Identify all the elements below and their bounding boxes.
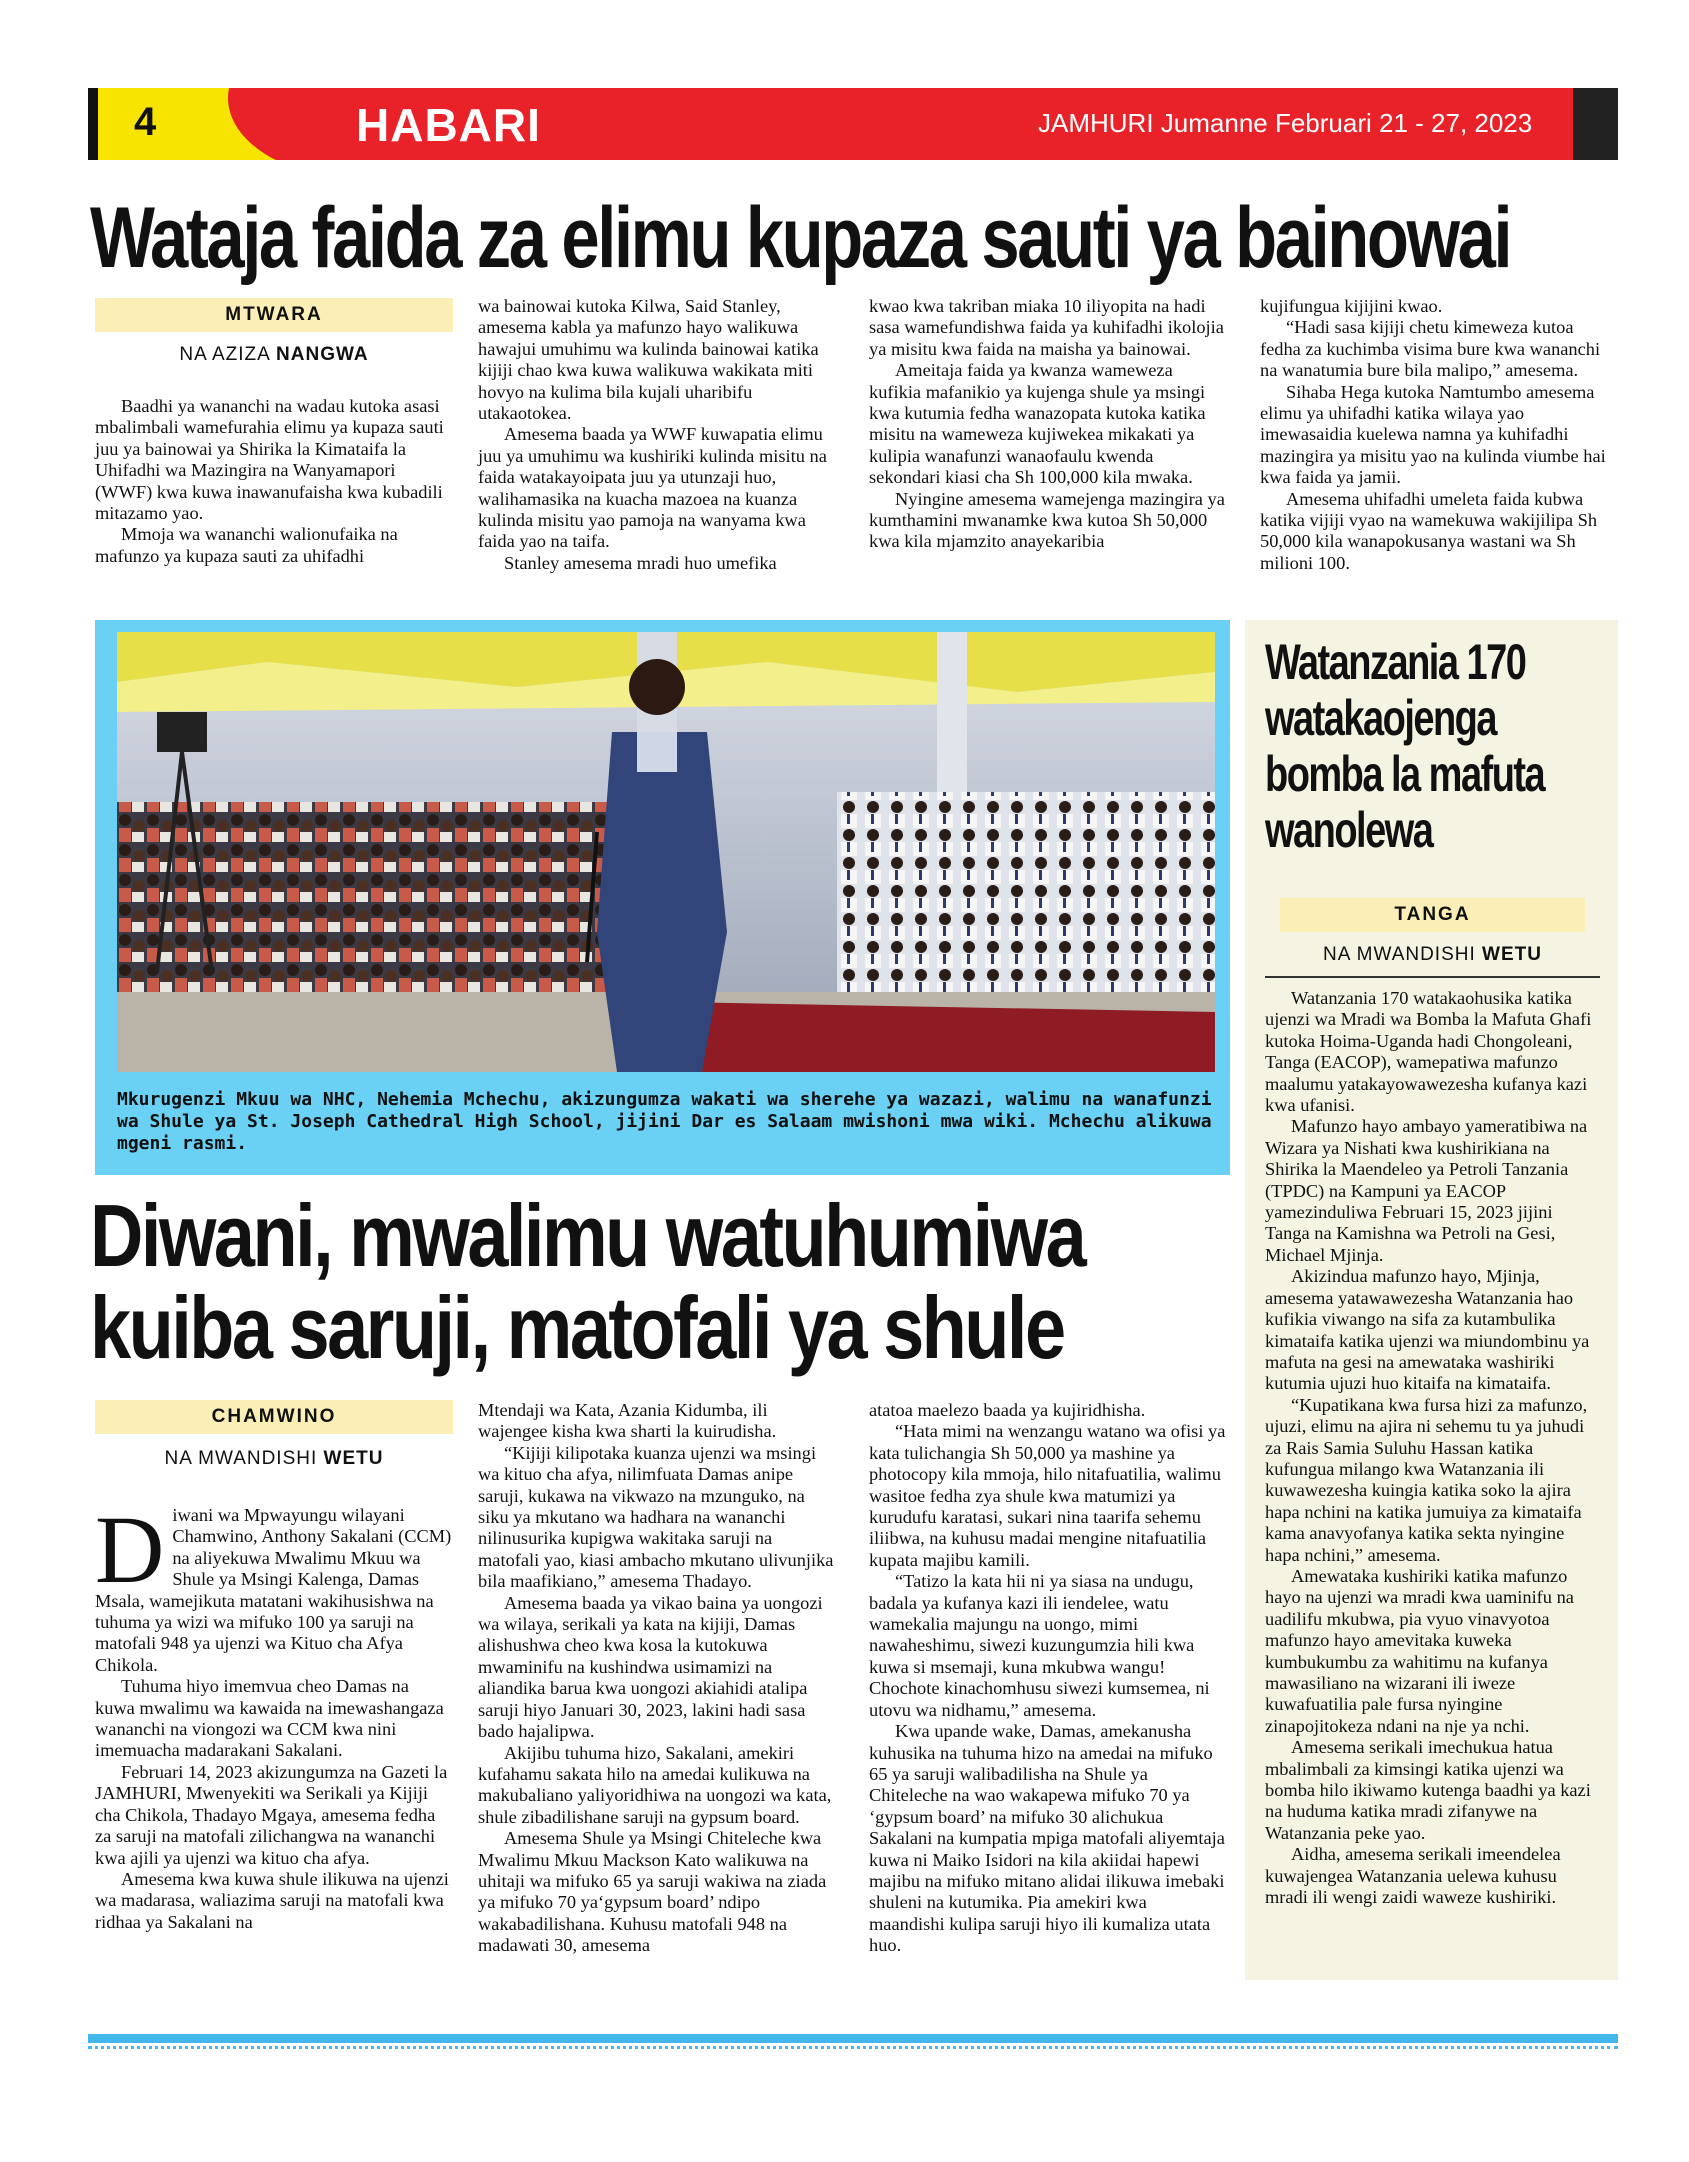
story1-headline: Wataja faida za elimu kupaza sauti ya bainowai [90, 190, 1511, 286]
paragraph: Amewataka kushiriki katika mafunzo hayo na ujenzi wa mradi kwa uaminifu na uadilifu mkubwa, pia vyuo vinavyotoa mafunzo hayo amevitaka kuweka kumbukumbu za wahitimu na kufanya mawasiliano na wizarani ili iweze kuwafuatilia pale fursa nyingine zinapojitokeza ndani na nje ya nchi. [1265, 1565, 1574, 1736]
page-header [88, 88, 1618, 160]
paragraph: kwao kwa takriban miaka 10 iliyopita na hadi sasa wamefundishwa faida ya kuhifadhi ikolojia ya misitu kwa faida na maisha ya bainowai. [869, 296, 1224, 359]
paragraph: “Hata mimi na wenzangu watano wa ofisi ya kata tulichangia Sh 50,000 ya mashine ya photocopy kila mmoja, hilo nitafuatilia, walimu wasitoe fedha zya shule kwa matumizi ya kurudufu karatasi, sukari nina taarifa sehemu iliibwa, na kuhusu madai mengine nitafuatilia kupata majibu kamili. [869, 1421, 1226, 1570]
paragraph: Mmoja wa wananchi walionufaika na mafunzo ya kupaza sauti za uhifadhi [95, 524, 398, 566]
story1-column-1 [95, 396, 453, 567]
story1-location-tag: MTWARA [95, 298, 453, 332]
footer-rule [88, 2034, 1618, 2043]
story1-column-2 [478, 296, 836, 574]
paragraph: Amesema baada ya WWF kuwapatia elimu juu ya umuhimu wa kushiriki kulinda misitu na faida watakayoipata juu ya utunzaji huo, walihamasika na kuacha mazoea na kuanza kulinda misitu yao pamoja na wanyama kwa faida yao na taifa. [478, 424, 827, 552]
date-line: JAMHURI Jumanne Februari 21 - 27, 2023 [1038, 108, 1533, 138]
paragraph: Mafunzo hayo ambayo yameratibiwa na Wizara ya Nishati kwa kushirikiana na Shirika la Maendeleo ya Petroli Tanzania (TPDC) na Kampuni ya EACOP yamezinduliwa Februari 15, 2023 jijini Tanga na Kamishna wa Petroli na Gesi, Michael Mjinja. [1265, 1116, 1588, 1265]
sidebar-location-tag: TANGA [1280, 898, 1585, 932]
paragraph: Februari 14, 2023 akizungumza na Gazeti la JAMHURI, Mwenyekiti wa Serikali ya Kijiji cha Chikola, Thadayo Mgaya, amesema fedha za saruji na matofali zilichangwa na wananchi kwa ajili ya ujenzi wa kituo cha afya. [95, 1761, 448, 1868]
story2-column-1 [95, 1496, 453, 1933]
story2-byline: NA MWANDISHI WETU [164, 1448, 384, 1469]
sidebar-story [1245, 620, 1618, 1980]
paragraph: Tuhuma hiyo imemvua cheo Damas na kuwa mwalimu wa kawaida na imewashangaza wananchi na viongozi wa CCM kwa nini imemuacha madarakani Sakalani. [95, 1676, 444, 1761]
sidebar-headline: Watanzania 170 watakaojenga bomba la mafuta wanolewa [1265, 634, 1545, 858]
paragraph: kujifungua kijijini kwao. [1260, 296, 1443, 316]
footer-dotted-rule [88, 2046, 1618, 2049]
paragraph: Stanley amesema mradi huo umefika [504, 552, 777, 573]
sidebar-byline: NA MWANDISHI WETU [1323, 944, 1542, 965]
sidebar-body [1265, 988, 1600, 1908]
paragraph: Amesema baada ya vikao baina ya uongozi wa wilaya, serikali ya kata na kijiji, Damas alishushwa cheo kwa kosa la kutokuwa mwaminifu na kushindwa usimamizi na aliandika barua kwa uongozi akiahidi atalipa saruji hiyo Januari 30, 2023, lakini hadi sasa bado hajalipwa. [478, 1592, 823, 1742]
paragraph: Aidha, amesema serikali imeendelea kuwajengea Watanzania uelewa kuhusu mradi ili wengi zaidi waweze kushiriki. [1265, 1844, 1561, 1908]
drop-cap: D [95, 1496, 165, 1603]
paragraph: Kwa upande wake, Damas, amekanusha kuhusika na tuhuma hizo na amedai na mifuko 65 ya saruji walibadilisha na Shule ya Chiteleche na wao wakapewa mifuko 70 ya ‘gypsum board’ na mifuko 30 alichukua Sakalani na kumpatia mpiga matofali aliyemtaja kuwa ni Maiko Isidori na kila akiidai hapewi majibu na mifuko mitano alidai ilikuwa imebaki shuleni na kutumika. Pia amekiri kwa maandishi kulipa saruji hiyo ili kumaliza utata huo. [869, 1721, 1225, 1956]
paragraph: Amesema kwa kuwa shule ilikuwa na ujenzi wa madarasa, waliazima saruji na matofali kwa ridhaa ya Sakalani na [95, 1868, 449, 1932]
paragraph: Mtendaji wa Kata, Azania Kidumba, ili wajengee kisha kwa sharti la kuirudisha. [478, 1400, 777, 1442]
story1-column-4 [1260, 296, 1618, 574]
paragraph: Akijibu tuhuma hizo, Sakalani, amekiri kufahamu sakata hilo na amedai kulikuwa na makubaliano yaliyoridhiwa na uongozi wa kata, shule zibadilishane saruji na gypsum board. [478, 1742, 832, 1827]
paragraph: Diwani wa Mpwayungu wilayani Chamwino, Anthony Sakalani (CCM) na aliyekuwa Mwalimu Mkuu wa Shule ya Msingi Kalenga, Damas Msala, wamejikuta matatani wakihusishwa na tuhuma ya wizi wa mifuko 100 ya saruji na matofali 948 ya ujenzi wa Kituo cha Afya Chikola. [95, 1496, 452, 1675]
paragraph: Akizindua mafunzo hayo, Mjinja, amesema yatawawezesha Watanzania hao kufikia viwango na sifa za kutambulika kimataifa katika ujenzi wa miundombinu ya mafuta na gesi na amewataka washiriki kutumia ujuzi huo kitaifa na kimataifa. [1265, 1266, 1590, 1394]
story2-column-2 [478, 1400, 836, 1957]
paragraph: Nyingine amesema wamejenga mazingira ya kumthamini mwanamke kwa kutoa Sh 50,000 kwa kila mjamzito anayekaribia [869, 488, 1225, 552]
paragraph: “Kijiji kilipotaka kuanza ujenzi wa msingi wa kituo cha afya, nilimfuata Damas anipe saruji, kukawa na vikwazo na mzunguko, na siku ya mkutano wa hadhara na wananchi nilinusurika kupigwa wakitaka saruji na matofali yao, kiasi ambacho mkutano ulivunjika bila maafikiano,” amesema Thadayo. [478, 1442, 834, 1592]
story2-headline: Diwani, mwalimu watuhumiwa kuiba saruji, matofali ya shule [90, 1186, 1085, 1377]
paragraph: Watanzania 170 watakaohusika katika ujenzi wa Mradi wa Bomba la Mafuta Ghafi kutoka Hoima-Uganda hadi Chongoleani, Tanga (EACOP), wamepatiwa mafunzo maalumu yatakayowawezesha kufanya kazi kwa ufanisi. [1265, 988, 1592, 1116]
paragraph: Sihaba Hega kutoka Namtumbo amesema elimu ya uhifadhi katika wilaya yao imewasaidia kuelewa namna ya kuhifadhi mazingira ya misitu yao na kulinda viumbe hai kwa faida ya jamii. [1260, 381, 1606, 488]
story1-byline: NA AZIZA NANGWA [179, 344, 369, 365]
event-photo [117, 632, 1215, 1072]
paragraph: “Tatizo la kata hii ni ya siasa na undugu, badala ya kufanya kazi ili iendelee, watu wamekalia majungu na uongo, mimi nawaheshimu, siwezi kuzungumzia hili kwa kuwa si msemaji, kuna mkubwa wangu! Chochote kinachomhusu siwezi kumsemea, ni utovu wa nidhamu,” amesema. [869, 1571, 1210, 1720]
paragraph: Amesema uhifadhi umeleta faida kubwa katika vijiji vyao na wamekuwa wakijilipa Sh 50,000 kila wanapokusanya wastani wa Sh milioni 100. [1260, 488, 1598, 573]
paragraph: “Hadi sasa kijiji chetu kimeweza kutoa fedha za kuchimba visima bure kwa wananchi na wanatumia bure bila malipo,” amesema. [1260, 317, 1601, 381]
paragraph: Baadhi ya wananchi na wadau kutoka asasi mbalimbali wamefurahia elimu ya kupaza sauti juu ya bainowai ya Shirika la Kimataifa la Uhifadhi wa Mazingira na Wanyamapori (WWF) kwa kuwa inawanufaisha kwa kubadili mitazamo yao. [95, 396, 444, 524]
paragraph: Amesema serikali imechukua hatua mbalimbali za kimsingi katika ujenzi wa bomba hilo ikiwamo kutenga baadhi ya kazi na huduma katika mradi zifanywe na Watanzania peke yao. [1265, 1737, 1591, 1843]
paragraph: Ameitaja faida ya kwanza wameweza kufikia mafanikio ya kujenga shule ya msingi kwa kutumia fedha wanazopata kutoka katika misitu na wameweza kujiwekea mikakati ya kulipia wanafunzi wanaofaulu kwenda sekondari kiasi cha Sh 100,000 kila mwaka. [869, 360, 1206, 488]
paragraph: Amesema Shule ya Msingi Chiteleche kwa Mwalimu Mkuu Mackson Kato walikuwa na uhitaji wa mifuko 65 ya saruji wakiwa na ziada ya mifuko 70 ya‘gypsum board’ ndipo wakabadilishana. Kuhusu matofali 948 na madawati 30, amesema [478, 1828, 827, 1956]
photo-caption: Mkurugenzi Mkuu wa NHC, Nehemia Mchechu, akizungumza wakati wa sherehe ya wazazi, walimu na wanafunzi wa Shule ya St. Joseph Cathedral High School, jijini Dar es Salaam mwishoni mwa wiki. Mchechu alikuwa mgeni rasmi. [117, 1089, 1212, 1154]
story2-column-3 [869, 1400, 1227, 1957]
section-title: HABARI [356, 99, 541, 151]
paragraph: “Kupatikana kwa fursa hizi za mafunzo, ujuzi, elimu na ajira ni sehemu tu ya juhudi za Rais Samia Suluhu Hassan katika kufungua milango kwa Watanzania ili kuwawezesha kuingia katika soko la ajira hapa nchini na katika jumuiya za kimataifa kama anavyofanya katika sekta nyingine hapa nchini,” amesema. [1265, 1394, 1588, 1565]
paragraph: atatoa maelezo baada ya kujiridhisha. [869, 1400, 1146, 1420]
page-number: 4 [134, 100, 157, 144]
story1-column-3 [869, 296, 1227, 553]
paragraph: wa bainowai kutoka Kilwa, Said Stanley, amesema kabla ya mafunzo hayo walikuwa hawajui umuhimu wa kulinda bainowai katika kijiji chao kwa kuwa walikuwa wakikata miti hovyo na kulima bila kujali uharibifu utakaotokea. [478, 296, 819, 424]
story2-location-tag: CHAMWINO [95, 1400, 453, 1434]
